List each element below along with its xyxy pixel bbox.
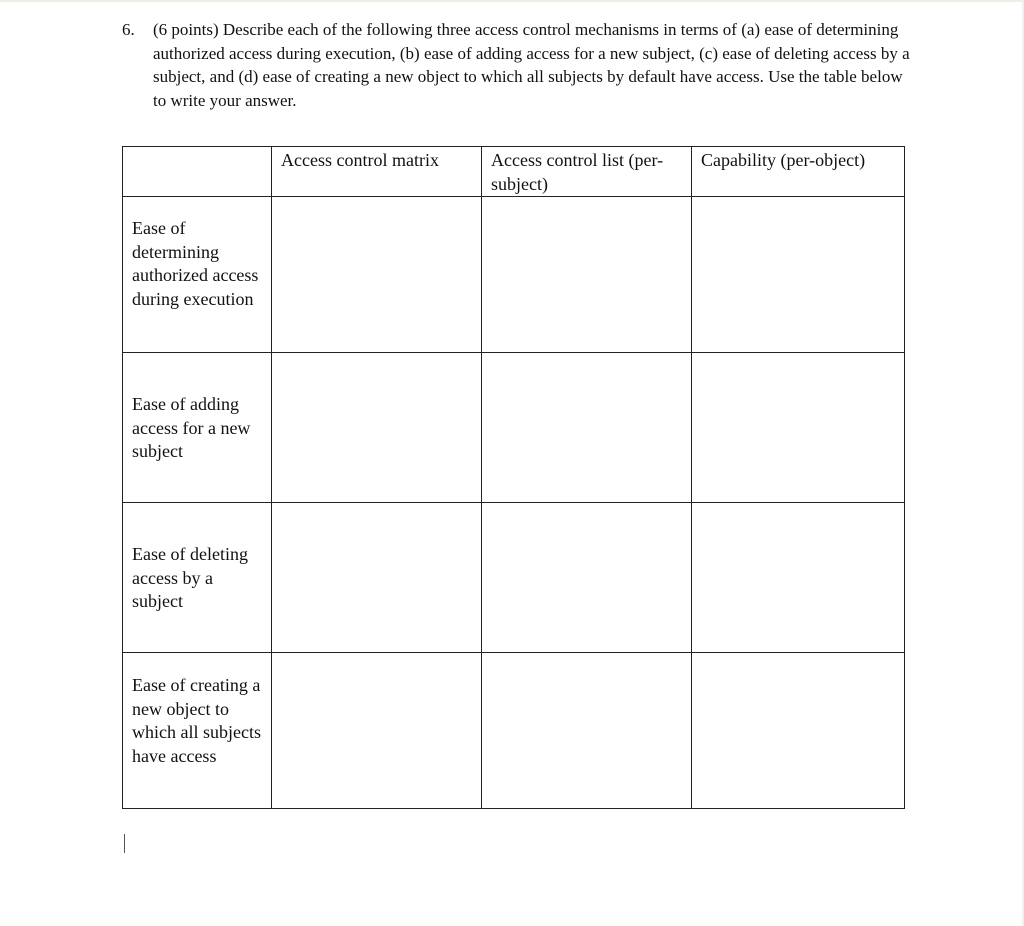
answer-cell-capability-adding[interactable] xyxy=(692,353,905,503)
header-cell-access-control-matrix: Access control matrix xyxy=(272,147,482,197)
row-label-adding-access: Ease of adding access for a new subject xyxy=(123,353,272,503)
answer-cell-acl-determining[interactable] xyxy=(482,197,692,353)
table-row xyxy=(123,503,905,653)
answer-cell-matrix-adding[interactable] xyxy=(272,353,482,503)
row-label-determining-access: Ease of determining authorized access during execution xyxy=(123,197,272,353)
answer-cell-acl-adding[interactable] xyxy=(482,353,692,503)
text-cursor xyxy=(124,834,125,853)
answer-cell-matrix-determining[interactable] xyxy=(272,197,482,353)
answer-cell-acl-deleting[interactable] xyxy=(482,503,692,653)
row-label-creating-object: Ease of creating a new object to which all subjects have access xyxy=(123,653,272,809)
answer-cell-capability-creating[interactable] xyxy=(692,653,905,809)
answer-cell-matrix-creating[interactable] xyxy=(272,653,482,809)
answer-cell-capability-deleting[interactable] xyxy=(692,503,905,653)
table-header-row xyxy=(123,147,905,197)
table-row xyxy=(123,353,905,503)
header-cell-capability: Capability (per-object) xyxy=(692,147,905,197)
answer-table xyxy=(122,146,905,809)
question-text: (6 points) Describe each of the following three access control mechanisms in terms of (a) ease of determining authorized access during execution, (b) ease of adding access for a new subject, (c) ease of deleting access by a subject, and (d) ease of creating a new object to which all subjects by default have access. Use the table below to write your answer. xyxy=(153,20,910,110)
question-number: 6. xyxy=(122,20,135,39)
row-label-deleting-access: Ease of deleting access by a subject xyxy=(123,503,272,653)
question-block xyxy=(122,18,912,112)
page-top-border xyxy=(0,0,1024,2)
answer-cell-matrix-deleting[interactable] xyxy=(272,503,482,653)
answer-cell-acl-creating[interactable] xyxy=(482,653,692,809)
header-cell-access-control-list: Access control list (per-subject) xyxy=(482,147,692,197)
table-row xyxy=(123,653,905,809)
header-cell-empty[interactable] xyxy=(123,147,272,197)
table-row xyxy=(123,197,905,353)
answer-cell-capability-determining[interactable] xyxy=(692,197,905,353)
